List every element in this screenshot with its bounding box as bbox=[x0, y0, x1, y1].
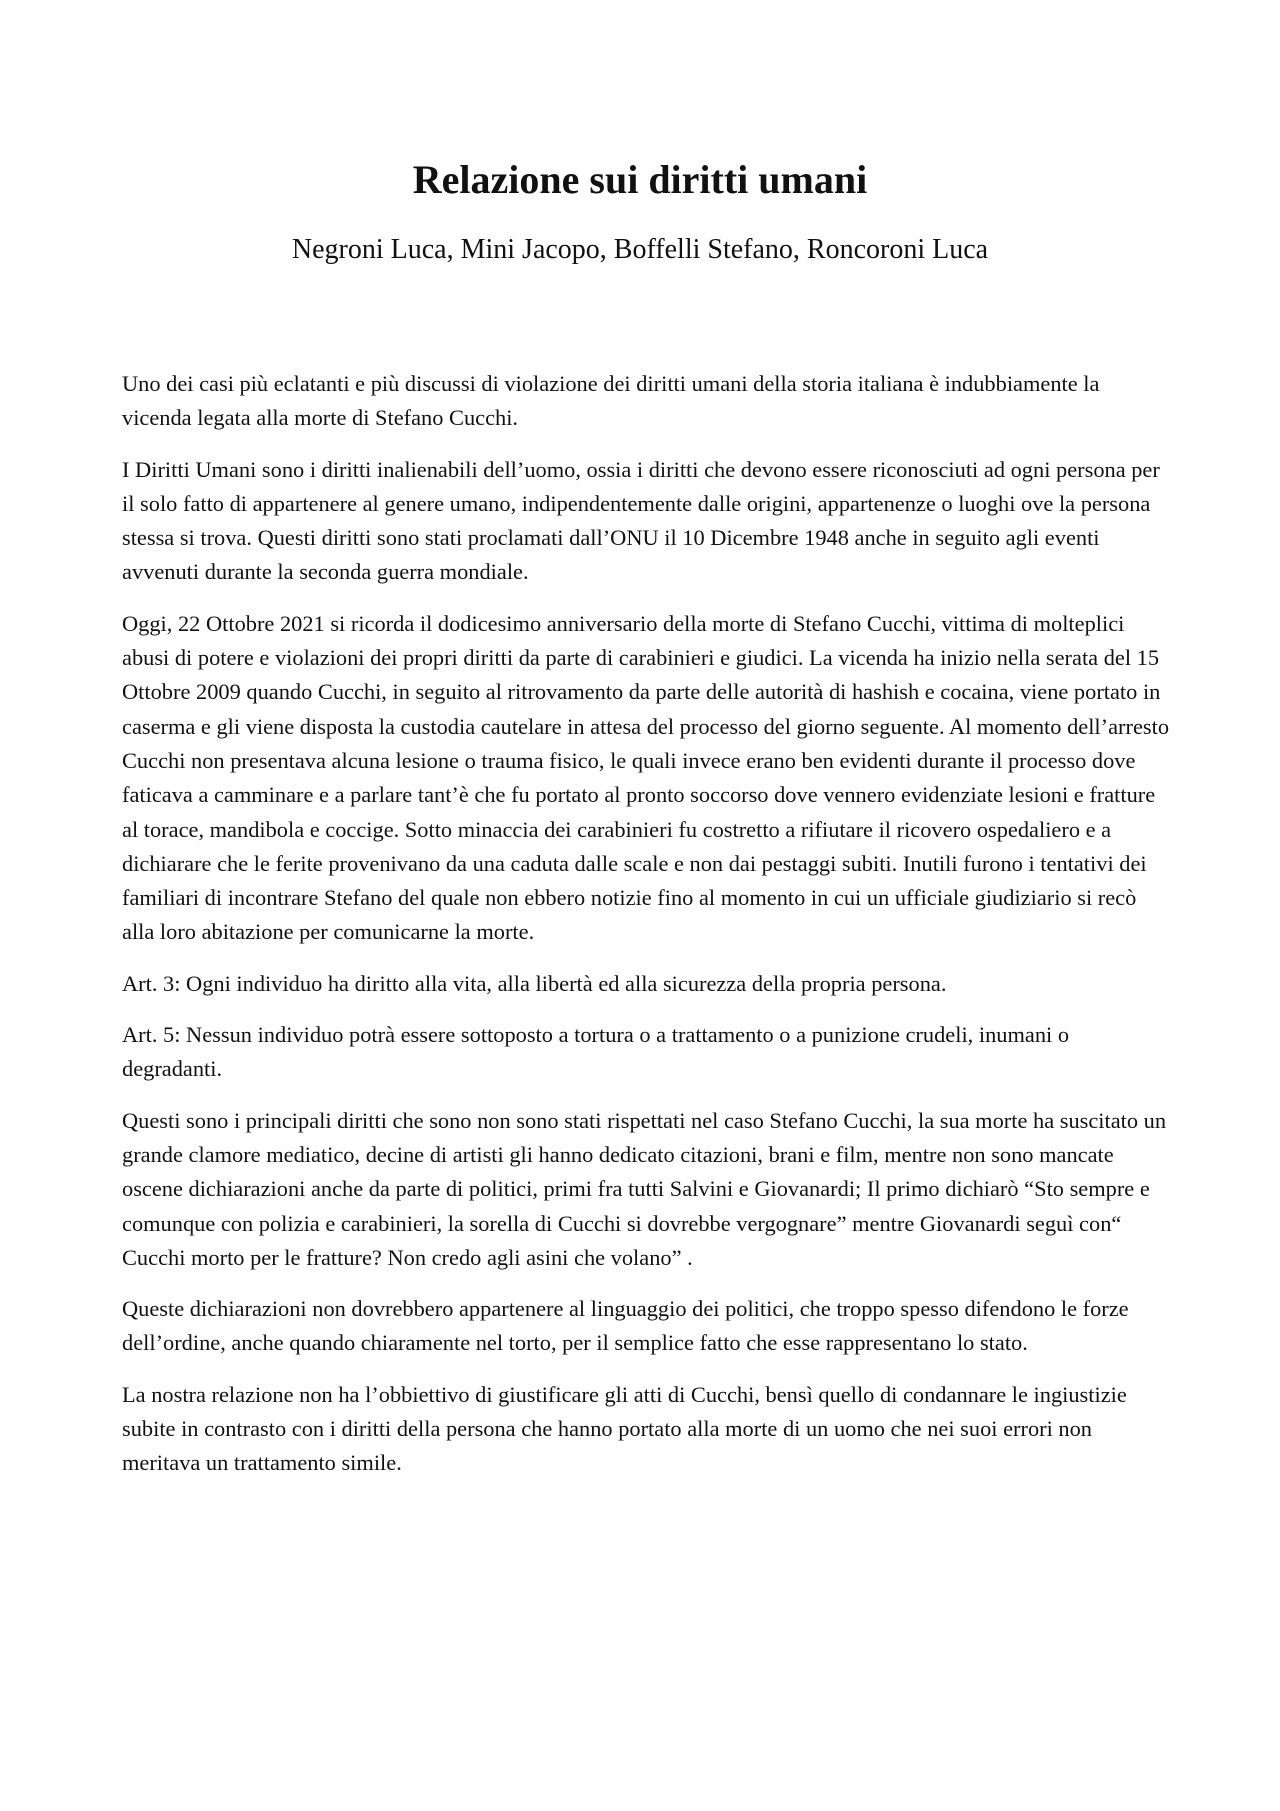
document-authors: Negroni Luca, Mini Jacopo, Boffelli Stefano, Roncoroni Luca bbox=[291, 234, 989, 265]
paragraph-intro: Uno dei casi più eclatanti e più discussi di violazione dei diritti umani della storia italiana è indubbiamente la vicenda legata alla morte di Stefano Cucchi. bbox=[122, 371, 1100, 431]
paragraph-politicians: Queste dichiarazioni non dovrebbero appartenere al linguaggio dei politici, che troppo spesso difendono le forze dell’ordine, anche quando chiaramente nel torto, per il semplice fatto che esse rappresentano lo stato. bbox=[122, 1296, 1129, 1356]
paragraph-article-3: Art. 3: Ogni individuo ha diritto alla vita, alla libertà ed alla sicurezza della propria persona. bbox=[122, 970, 947, 996]
paragraph-conclusion: La nostra relazione non ha l’obbiettivo di giustificare gli atti di Cucchi, bensì quello di condannare le ingiustizie subite in contrasto con i diritti della persona che hanno portato alla morte di un uomo che nei suoi errori non meritava un trattamento simile. bbox=[122, 1381, 1127, 1476]
paragraph-human-rights-definition: I Diritti Umani sono i diritti inalienabili dell’uomo, ossia i diritti che devono essere riconosciuti ad ogni persona per il solo fatto di appartenere al genere umano, indipendentemente dalle origini, appartenenze o luoghi ove la persona stessa si trova. Questi diritti sono stati proclamati dall’ONU il 10 Dicembre 1948 anche in seguito agli eventi avvenuti durante la seconda guerra mondiale. bbox=[122, 456, 1160, 585]
paragraph-cucchi-case: Oggi, 22 Ottobre 2021 si ricorda il dodicesimo anniversario della morte di Stefano Cucchi, vittima di molteplici abusi di potere e violazioni dei propri diritti da parte di carabinieri e giudici. La vicenda ha inizio nella serata del 15 Ottobre 2009 quando Cucchi, in seguito al ritrovamento da parte delle autorità di hashish e cocaina, viene portato in caserma e gli viene disposta la custodia cautelare in attesa del processo del giorno seguente. Al momento dell’arresto Cucchi non presentava alcuna lesione o trauma fisico, le quali invece erano ben evidenti durante il processo dove faticava a camminare e a parlare tant’è che fu portato al pronto soccorso dove vennero evidenziate lesioni e fratture al torace, mandibola e coccige. Sotto minaccia dei carabinieri fu costretto a rifiutare il ricovero ospedaliero e a dichiarare che le ferite provenivano da una caduta dalle scale e non dai pestaggi subiti. Inutili furono i tentativi dei familiari di incontrare Stefano del quale non ebbero notizie fino al momento in cui un ufficiale giudiziario si recò alla loro abitazione per comunicarne la morte. bbox=[122, 610, 1170, 945]
paragraph-media-reaction: Questi sono i principali diritti che sono non sono stati rispettati nel caso Stefano Cucchi, la sua morte ha suscitato un grande clamore mediatico, decine di artisti gli hanno dedicato citazioni, brani e film, mentre non sono mancate oscene dichiarazioni anche da parte di politici, primi fra tutti Salvini e Giovanardi; Il primo dichiarò “Sto sempre e comunque con polizia e carabinieri, la sorella di Cucchi si dovrebbe vergognare” mentre Giovanardi seguì con“ Cucchi morto per le fratture? Non credo agli asini che volano” . bbox=[122, 1107, 1167, 1270]
paragraph-article-5: Art. 5: Nessun individuo potrà essere sottoposto a tortura o a trattamento o a punizione crudeli, inumani o degradanti. bbox=[122, 1022, 1070, 1082]
document-body bbox=[122, 367, 1172, 1498]
document-title: Relazione sui diritti umani bbox=[412, 157, 868, 202]
